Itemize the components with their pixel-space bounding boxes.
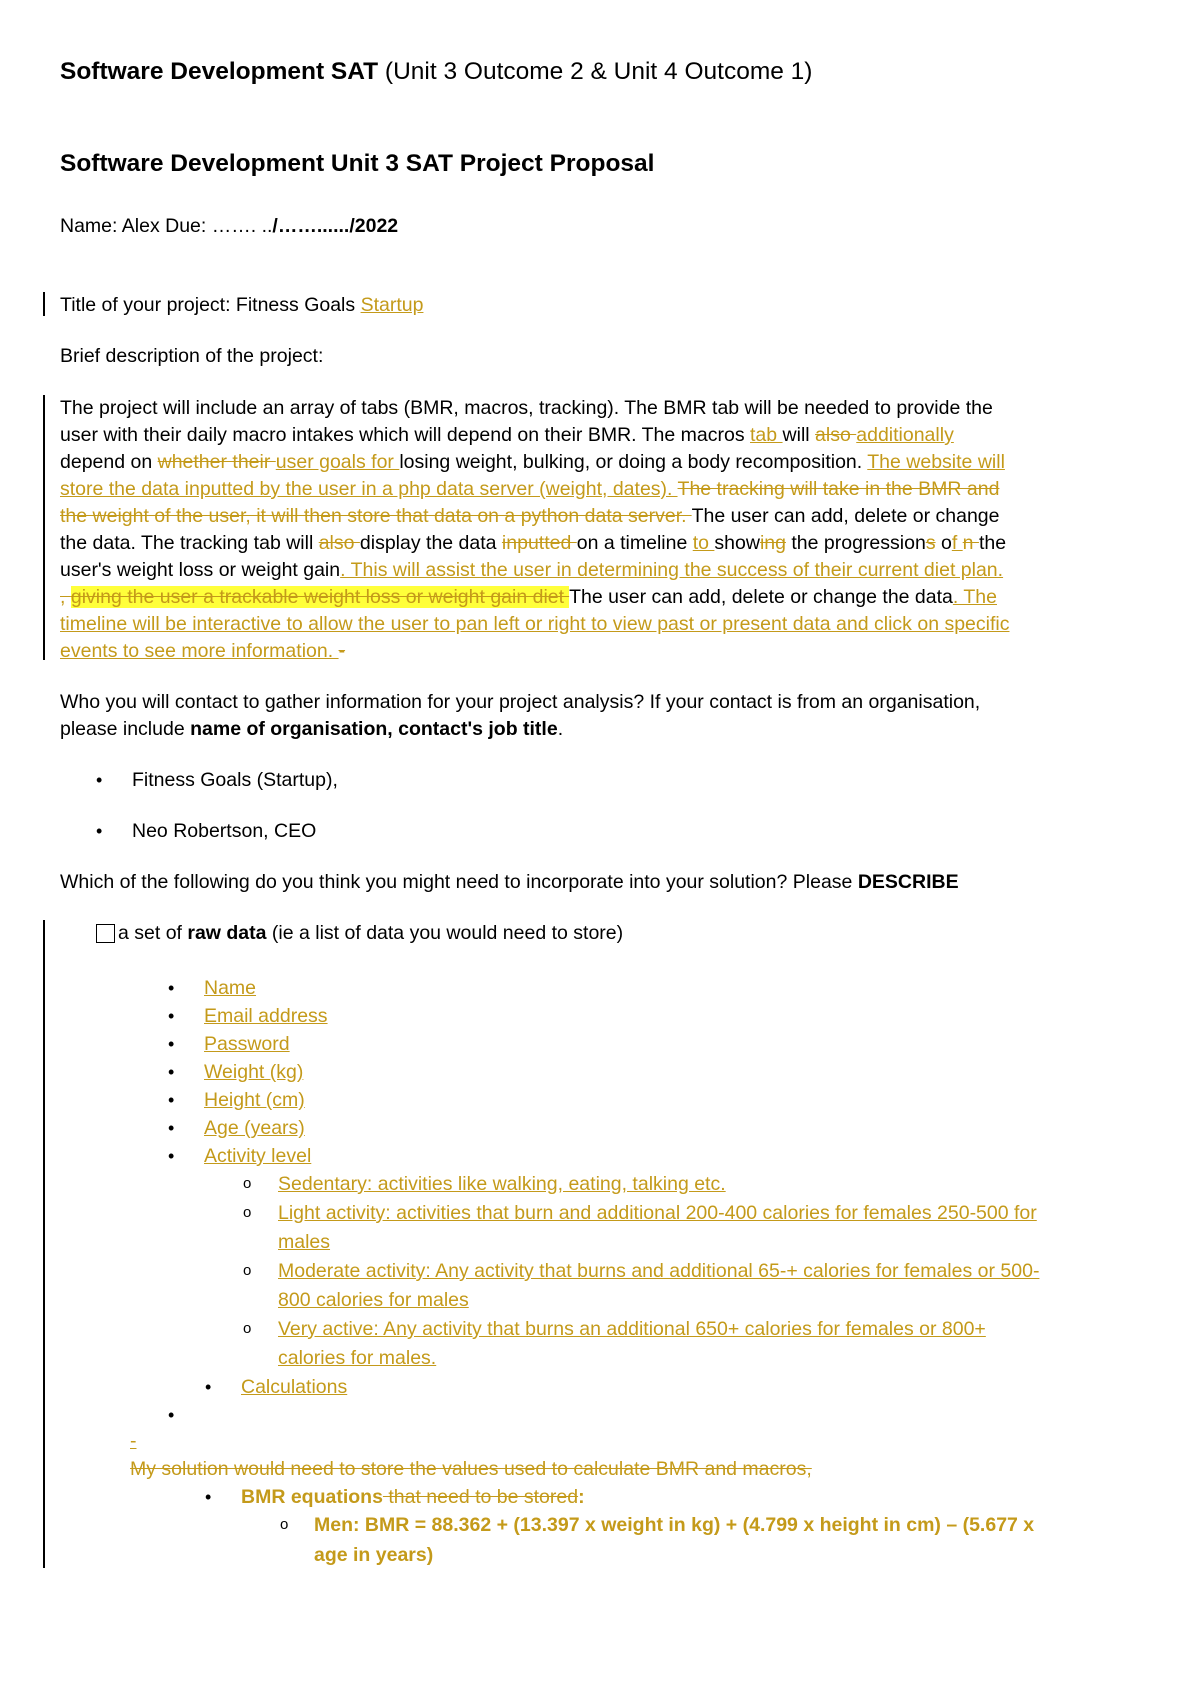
activity-level-item: calories for males. — [278, 1347, 437, 1369]
bullet-icon: • — [168, 1062, 175, 1082]
activity-level-item: Very active: Any activity that burns an additional 650+ calories for females or 800+ — [278, 1318, 986, 1340]
bullet-icon: • — [96, 821, 103, 841]
desc-text: show — [714, 532, 760, 554]
desc-text: on a timeline — [576, 532, 693, 554]
desc-deletion: The tracking will take in the BMR and — [677, 478, 1000, 500]
desc-deletion: also — [318, 532, 360, 554]
desc-text: will — [782, 424, 816, 446]
incorporate-text: Which of the following do you think you might need to incorporate into your solution? Please — [60, 871, 858, 893]
desc-text: the progression — [785, 532, 926, 554]
desc-insert: . The — [952, 586, 997, 608]
activity-level-item: males — [278, 1231, 331, 1253]
desc-highlighted-deletion: giving the user a trackable weight loss or weight gain diet — [70, 586, 570, 608]
circle-bullet-icon: o — [243, 1175, 252, 1192]
description-line — [60, 503, 1000, 529]
checkbox-text: a set of — [118, 922, 188, 944]
project-title-line — [60, 292, 423, 318]
contact-question: Who you will contact to gather information for your project analysis? If your contact is from an organisation, — [60, 691, 981, 713]
desc-text: losing weight, bulking, or doing a body recomposition. — [399, 451, 868, 473]
description-line — [60, 584, 997, 610]
description-line — [60, 530, 1006, 556]
desc-text: user with their daily macro intakes which will depend on their BMR. The macros — [60, 424, 751, 446]
raw-data-checkbox-label — [118, 920, 623, 946]
deleted-line: My solution would need to store the values used to calculate BMR and macros, — [130, 1458, 812, 1480]
desc-deletion: , — [60, 586, 71, 608]
inserted-dash: - — [130, 1430, 137, 1452]
desc-deletion: inputted — [501, 532, 577, 554]
desc-text: The project will include an array of tabs (BMR, macros, tracking). The BMR tab will be needed to provide the — [60, 397, 993, 419]
description-line — [60, 476, 999, 502]
desc-deletion: s — [925, 532, 936, 554]
due-date: /……....../2022 — [272, 215, 399, 237]
desc-insert: additionally — [856, 424, 954, 446]
checkbox-bold: raw data — [187, 922, 267, 944]
description-line — [60, 395, 993, 421]
checkbox-text: (ie a list of data you would need to store) — [266, 922, 624, 944]
bullet-icon: • — [168, 1090, 175, 1110]
desc-text: the data. The tracking tab will — [60, 532, 319, 554]
desc-insert: The website will — [867, 451, 1005, 473]
activity-level-item: Light activity: activities that burn and additional 200-400 calories for females 250-500 for — [278, 1202, 1037, 1224]
desc-deletion: also — [815, 424, 857, 446]
bmr-label: BMR equations — [241, 1486, 383, 1508]
raw-data-item: Activity level — [204, 1145, 312, 1167]
desc-insert: store the data inputted by the user in a php data server (weight, dates). — [60, 478, 678, 500]
circle-bullet-icon: o — [243, 1204, 252, 1221]
contact-question-text: . — [557, 718, 564, 740]
name-label: Name: Alex Due: ……. .. — [60, 215, 273, 237]
contact-item: Fitness Goals (Startup), — [132, 769, 338, 791]
name-line — [60, 213, 398, 239]
change-bar — [43, 1512, 45, 1568]
desc-text: The user can add, delete or change — [691, 505, 1000, 527]
bullet-icon: • — [168, 1006, 175, 1026]
document-title — [60, 58, 812, 86]
bmr-men-equation: age in years) — [314, 1544, 434, 1566]
desc-text: user's weight loss or weight gain — [60, 559, 341, 581]
bullet-icon: • — [205, 1487, 212, 1507]
title-rest: (Unit 3 Outcome 2 & Unit 4 Outcome 1) — [378, 58, 813, 85]
desc-insert: tab — [750, 424, 783, 446]
bullet-icon: • — [168, 1118, 175, 1138]
bullet-icon: • — [168, 978, 175, 998]
desc-deletion: ing — [759, 532, 786, 554]
contact-question-bold: name of organisation, contact's job title — [190, 718, 558, 740]
change-bar — [43, 292, 45, 316]
desc-insert: to — [692, 532, 715, 554]
change-bar — [43, 920, 45, 1568]
description-line — [60, 611, 1009, 637]
bullet-icon: • — [168, 1146, 175, 1166]
bullet-icon: • — [96, 770, 103, 790]
desc-text: depend on — [60, 451, 158, 473]
description-line — [60, 422, 954, 448]
desc-deletion: the weight of the user, it will then store that data on a python data server. — [60, 505, 692, 527]
circle-bullet-icon: o — [243, 1262, 252, 1279]
proposal-heading: Software Development Unit 3 SAT Project Proposal — [60, 150, 655, 177]
raw-data-item: Weight (kg) — [204, 1061, 304, 1083]
description-line — [60, 449, 1005, 475]
activity-level-item: Moderate activity: Any activity that burns and additional 65-+ calories for females or 500- — [278, 1260, 1040, 1282]
activity-level-item: Sedentary: activities like walking, eating, talking etc. — [278, 1173, 726, 1195]
incorporate-bold: DESCRIBE — [857, 871, 959, 893]
desc-insert: user goals for — [275, 451, 400, 473]
project-title-label: Title of your project: Fitness Goals — [60, 294, 361, 316]
activity-level-item: 800 calories for males — [278, 1289, 469, 1311]
circle-bullet-icon: o — [280, 1516, 289, 1533]
calculations-item: Calculations — [241, 1376, 348, 1398]
bmr-equations-heading — [241, 1484, 585, 1510]
desc-insert: . This will assist the user in determining the success of their current diet plan. — [340, 559, 1004, 581]
desc-deletion: n — [962, 532, 979, 554]
raw-data-item: Age (years) — [204, 1117, 305, 1139]
description-line — [60, 638, 345, 664]
incorporate-question — [60, 869, 959, 895]
desc-text: The user can add, delete or change the data — [569, 586, 953, 608]
bmr-men-equation: Men: BMR = 88.362 + (13.397 x weight in kg) + (4.799 x height in cm) – (5.677 x — [314, 1514, 1035, 1536]
desc-deletion: whether their — [157, 451, 276, 473]
project-title-insert: Startup — [360, 294, 424, 316]
bullet-icon: • — [168, 1405, 175, 1425]
desc-text: o — [935, 532, 952, 554]
desc-insert: events to see more information. — [60, 640, 339, 662]
contact-question — [60, 716, 563, 742]
raw-data-item: Height (cm) — [204, 1089, 305, 1111]
desc-insert: f — [951, 532, 963, 554]
raw-data-item: Name — [204, 977, 257, 999]
bmr-colon: : — [578, 1486, 585, 1508]
bullet-icon: • — [168, 1034, 175, 1054]
contact-item: Neo Robertson, CEO — [132, 820, 317, 842]
change-bar — [43, 395, 45, 660]
desc-insert: timeline will be interactive to allow the user to pan left or right to view past or present data and click on specific — [60, 613, 1010, 635]
description-label: Brief description of the project: — [60, 345, 324, 367]
description-line — [60, 557, 1003, 583]
raw-data-item: Password — [204, 1033, 290, 1055]
contact-question-text: please include — [60, 718, 191, 740]
circle-bullet-icon: o — [243, 1320, 252, 1337]
bullet-icon: • — [205, 1377, 212, 1397]
raw-data-checkbox[interactable] — [96, 924, 115, 943]
bmr-deletion: that need to be stored — [382, 1486, 579, 1508]
title-bold: Software Development SAT — [60, 58, 379, 85]
raw-data-item: Email address — [204, 1005, 328, 1027]
desc-text: display the data — [359, 532, 502, 554]
desc-text: the — [978, 532, 1007, 554]
desc-deletion: - — [338, 640, 346, 662]
